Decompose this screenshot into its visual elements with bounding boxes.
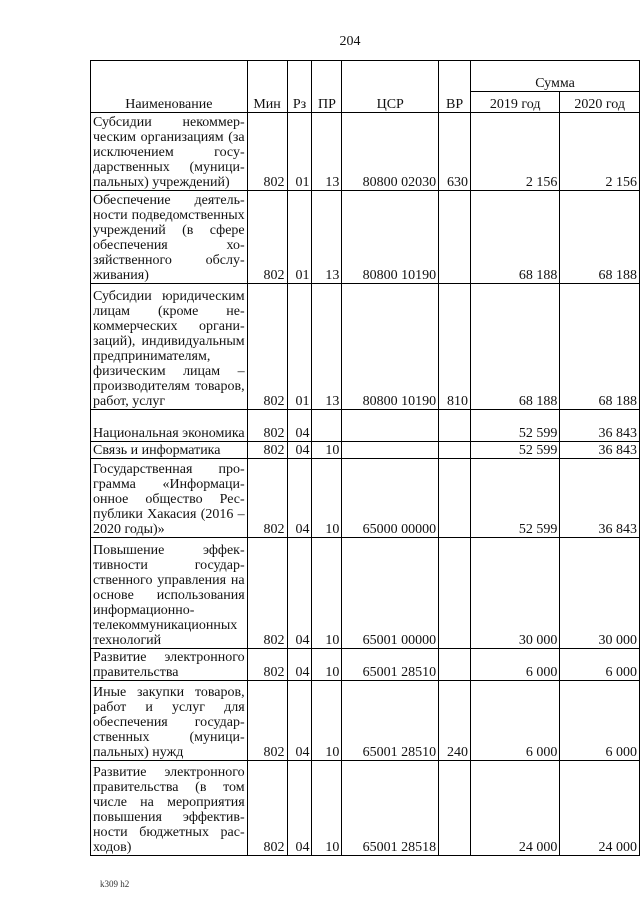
row-vr <box>439 761 471 856</box>
row-vr <box>439 410 471 442</box>
header-pr: ПР <box>312 61 342 113</box>
row-name: Государственная программа «Информационное общество Республики Хакасия (2016 – 2020 годы)» <box>91 459 248 538</box>
row-min: 802 <box>247 284 287 410</box>
row-sum-2019: 68 188 <box>471 284 560 410</box>
row-csr: 80800 02030 <box>342 113 439 191</box>
row-min: 802 <box>247 459 287 538</box>
row-min: 802 <box>247 649 287 681</box>
row-pr: 10 <box>312 681 342 761</box>
row-name: Иные закупки товаров, работ и услуг для обеспечения государственных (муниципальных) нужд <box>91 681 248 761</box>
row-vr: 630 <box>439 113 471 191</box>
row-rz: 04 <box>287 761 312 856</box>
row-pr: 13 <box>312 113 342 191</box>
row-rz: 04 <box>287 649 312 681</box>
row-min: 802 <box>247 761 287 856</box>
row-sum-2019: 52 599 <box>471 410 560 442</box>
row-sum-2020: 6 000 <box>560 649 640 681</box>
row-csr: 65000 00000 <box>342 459 439 538</box>
header-csr: ЦСР <box>342 61 439 113</box>
page-number: 204 <box>339 34 361 49</box>
row-name: Субсидии юридическим лицам (кроме некоммерческих организаций), индивидуальным предпринимателям, физическим лицам – производителям товаров, работ, услуг <box>91 284 248 410</box>
table-row <box>91 113 640 191</box>
row-rz: 04 <box>287 681 312 761</box>
row-csr <box>342 410 439 442</box>
row-rz: 01 <box>287 191 312 284</box>
row-csr: 80800 10190 <box>342 284 439 410</box>
header-sum: Сумма <box>471 61 640 92</box>
row-name: Обеспечение деятельности подведомственных учреждений (в сфере обеспечения хозяйственного обслуживания) <box>91 191 248 284</box>
row-sum-2020: 6 000 <box>560 681 640 761</box>
header-year-2020: 2020 год <box>560 92 640 113</box>
row-csr: 65001 28518 <box>342 761 439 856</box>
row-sum-2019: 52 599 <box>471 459 560 538</box>
table-row <box>91 191 640 284</box>
row-sum-2020: 36 843 <box>560 442 640 459</box>
row-rz: 04 <box>287 410 312 442</box>
table-row <box>91 681 640 761</box>
row-rz: 04 <box>287 459 312 538</box>
row-name: Национальная экономика <box>91 410 248 442</box>
footer-code: k309 h2 <box>100 879 130 889</box>
row-rz: 01 <box>287 284 312 410</box>
row-sum-2020: 2 156 <box>560 113 640 191</box>
row-csr: 65001 28510 <box>342 649 439 681</box>
header-name: Наименование <box>91 61 248 113</box>
row-csr: 65001 28510 <box>342 681 439 761</box>
header-min: Мин <box>247 61 287 113</box>
row-sum-2019: 6 000 <box>471 649 560 681</box>
row-min: 802 <box>247 113 287 191</box>
table-header <box>91 61 640 113</box>
row-vr <box>439 538 471 649</box>
row-rz: 01 <box>287 113 312 191</box>
header-vr: ВР <box>439 61 471 113</box>
table-row <box>91 410 640 442</box>
row-pr <box>312 410 342 442</box>
row-pr: 10 <box>312 761 342 856</box>
row-sum-2020: 30 000 <box>560 538 640 649</box>
row-pr: 13 <box>312 284 342 410</box>
table-row <box>91 284 640 410</box>
row-name: Развитие электронного правительства <box>91 649 248 681</box>
row-vr: 810 <box>439 284 471 410</box>
budget-table <box>90 60 640 856</box>
row-csr: 65001 00000 <box>342 538 439 649</box>
row-sum-2020: 24 000 <box>560 761 640 856</box>
row-min: 802 <box>247 681 287 761</box>
row-sum-2020: 68 188 <box>560 284 640 410</box>
row-pr: 10 <box>312 649 342 681</box>
row-name: Связь и информатика <box>91 442 248 459</box>
row-sum-2020: 36 843 <box>560 410 640 442</box>
row-sum-2019: 24 000 <box>471 761 560 856</box>
row-pr: 10 <box>312 442 342 459</box>
row-min: 802 <box>247 442 287 459</box>
row-vr <box>439 459 471 538</box>
row-pr: 10 <box>312 538 342 649</box>
row-name: Повышение эффективности государственного управления на основе использования информационно-телекоммуникационных технологий <box>91 538 248 649</box>
row-vr: 240 <box>439 681 471 761</box>
header-year-2019: 2019 год <box>471 92 560 113</box>
row-min: 802 <box>247 538 287 649</box>
row-pr: 13 <box>312 191 342 284</box>
row-rz: 04 <box>287 538 312 649</box>
header-rz: Рз <box>287 61 312 113</box>
row-sum-2019: 68 188 <box>471 191 560 284</box>
row-csr: 80800 10190 <box>342 191 439 284</box>
row-vr <box>439 649 471 681</box>
table-row <box>91 442 640 459</box>
table-row <box>91 459 640 538</box>
table-row <box>91 649 640 681</box>
row-name: Развитие электронного правительства (в том числе на мероприятия повышения эффективности бюджетных расходов) <box>91 761 248 856</box>
row-sum-2019: 2 156 <box>471 113 560 191</box>
table-body <box>91 113 640 856</box>
row-rz: 04 <box>287 442 312 459</box>
row-name: Субсидии некоммерческим организациям (за исключением государственных (муниципальных) учреждений) <box>91 113 248 191</box>
row-min: 802 <box>247 410 287 442</box>
row-min: 802 <box>247 191 287 284</box>
row-csr <box>342 442 439 459</box>
table-row <box>91 761 640 856</box>
row-vr <box>439 442 471 459</box>
row-sum-2019: 52 599 <box>471 442 560 459</box>
row-sum-2019: 30 000 <box>471 538 560 649</box>
row-pr: 10 <box>312 459 342 538</box>
row-sum-2020: 68 188 <box>560 191 640 284</box>
row-sum-2019: 6 000 <box>471 681 560 761</box>
table-row <box>91 538 640 649</box>
row-sum-2020: 36 843 <box>560 459 640 538</box>
row-vr <box>439 191 471 284</box>
